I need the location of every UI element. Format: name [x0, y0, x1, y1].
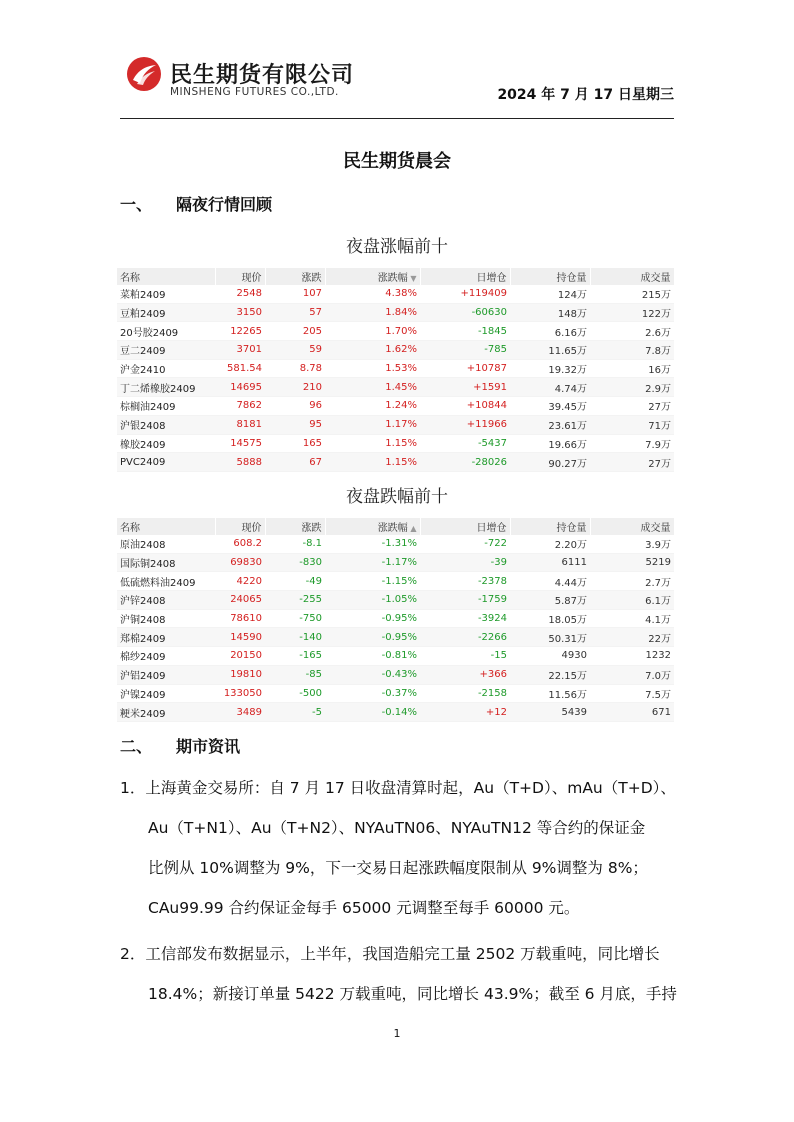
column-header[interactable]: 涨跌幅 ▼	[325, 268, 420, 285]
cell-volume: 2.9万	[590, 378, 674, 397]
table-row[interactable]	[117, 553, 674, 572]
cell-pct: -0.95%	[325, 609, 420, 628]
cell-volume: 7.0万	[590, 665, 674, 684]
cell-change: -140	[265, 628, 325, 647]
cell-oi: 124万	[510, 285, 590, 303]
cell-change: -255	[265, 591, 325, 610]
column-header[interactable]: 成交量	[590, 518, 674, 535]
cell-name: 郑棉2409	[117, 628, 215, 647]
cell-name: 棉纱2409	[117, 647, 215, 666]
cell-price: 12265	[215, 322, 265, 341]
page-number: 1	[393, 1027, 401, 1040]
cell-volume: 5219	[590, 553, 674, 572]
column-header[interactable]: 涨跌幅 ▲	[325, 518, 420, 535]
cell-name: 沪锌2408	[117, 591, 215, 610]
logo-english-name: MINSHENG FUTURES CO.,LTD.	[170, 86, 339, 98]
cell-oi: 148万	[510, 303, 590, 322]
cell-oi-change: -2266	[420, 628, 510, 647]
gainers-table-title: 夜盘涨幅前十	[346, 237, 448, 257]
cell-oi: 11.56万	[510, 684, 590, 703]
cell-change: 57	[265, 303, 325, 322]
cell-pct: -1.15%	[325, 572, 420, 591]
cell-oi: 6.16万	[510, 322, 590, 341]
losers-table	[117, 518, 675, 722]
news-line: 2．工信部发布数据显示，上半年，我国造船完工量 2502 万载重吨，同比增长	[120, 945, 660, 963]
cell-price: 14695	[215, 378, 265, 397]
table-row[interactable]	[117, 434, 674, 453]
column-header[interactable]: 现价	[215, 518, 265, 535]
section-number: 一、	[120, 195, 153, 214]
cell-name: 沪镍2409	[117, 684, 215, 703]
cell-name: 低硫燃料油2409	[117, 572, 215, 591]
cell-pct: 1.70%	[325, 322, 420, 341]
table-header-row	[117, 268, 674, 285]
cell-pct: 1.17%	[325, 415, 420, 434]
column-header[interactable]: 名称	[117, 268, 215, 285]
cell-oi-change: +10787	[420, 359, 510, 378]
cell-oi: 22.15万	[510, 665, 590, 684]
cell-price: 581.54	[215, 359, 265, 378]
cell-pct: -1.05%	[325, 591, 420, 610]
cell-oi: 2.20万	[510, 535, 590, 553]
cell-pct: -0.43%	[325, 665, 420, 684]
company-logo	[126, 56, 426, 106]
cell-volume: 215万	[590, 285, 674, 303]
cell-change: 95	[265, 415, 325, 434]
cell-pct: -0.14%	[325, 703, 420, 722]
column-header[interactable]: 涨跌	[265, 518, 325, 535]
cell-pct: -1.31%	[325, 535, 420, 553]
cell-oi: 6111	[510, 553, 590, 572]
cell-pct: 1.84%	[325, 303, 420, 322]
table-row[interactable]	[117, 453, 674, 472]
cell-oi-change: +119409	[420, 285, 510, 303]
cell-oi: 19.66万	[510, 434, 590, 453]
cell-pct: 1.53%	[325, 359, 420, 378]
table-row[interactable]	[117, 378, 674, 397]
cell-volume: 6.1万	[590, 591, 674, 610]
cell-change: 107	[265, 285, 325, 303]
cell-oi-change: -39	[420, 553, 510, 572]
cell-oi-change: -60630	[420, 303, 510, 322]
section-heading-news	[120, 734, 240, 757]
cell-volume: 3.9万	[590, 535, 674, 553]
cell-price: 69830	[215, 553, 265, 572]
cell-oi-change: -28026	[420, 453, 510, 472]
cell-oi: 19.32万	[510, 359, 590, 378]
cell-pct: 4.38%	[325, 285, 420, 303]
cell-price: 20150	[215, 647, 265, 666]
cell-oi-change: -785	[420, 341, 510, 360]
cell-oi-change: -15	[420, 647, 510, 666]
cell-name: 豆二2409	[117, 341, 215, 360]
sort-arrow-icon[interactable]: ▲	[407, 524, 417, 533]
cell-oi: 4.74万	[510, 378, 590, 397]
cell-volume: 27万	[590, 397, 674, 416]
column-header[interactable]: 持仓量	[510, 268, 590, 285]
cell-pct: 1.45%	[325, 378, 420, 397]
cell-name: 沪铝2409	[117, 665, 215, 684]
cell-price: 7862	[215, 397, 265, 416]
section-number: 二、	[120, 737, 153, 756]
table-row[interactable]	[117, 285, 674, 303]
cell-name: 豆粕2409	[117, 303, 215, 322]
cell-oi: 23.61万	[510, 415, 590, 434]
cell-name: 菜粕2409	[117, 285, 215, 303]
cell-price: 133050	[215, 684, 265, 703]
table-row[interactable]	[117, 415, 674, 434]
document-title: 民生期货晨会	[343, 151, 451, 172]
cell-oi-change: +10844	[420, 397, 510, 416]
cell-price: 3701	[215, 341, 265, 360]
cell-volume: 7.9万	[590, 434, 674, 453]
news-item	[120, 768, 680, 928]
cell-name: 20号胶2409	[117, 322, 215, 341]
cell-change: -750	[265, 609, 325, 628]
column-header[interactable]: 现价	[215, 268, 265, 285]
table-header-row	[117, 518, 674, 535]
section-title: 隔夜行情回顾	[176, 195, 273, 214]
cell-oi: 5.87万	[510, 591, 590, 610]
cell-change: 67	[265, 453, 325, 472]
cell-price: 24065	[215, 591, 265, 610]
cell-price: 8181	[215, 415, 265, 434]
column-header[interactable]: 日增仓	[420, 268, 510, 285]
cell-volume: 671	[590, 703, 674, 722]
cell-name: 橡胶2409	[117, 434, 215, 453]
news-item	[120, 934, 680, 1014]
cell-volume: 4.1万	[590, 609, 674, 628]
column-header[interactable]: 成交量	[590, 268, 674, 285]
cell-volume: 27万	[590, 453, 674, 472]
table-row[interactable]	[117, 684, 674, 703]
cell-pct: 1.62%	[325, 341, 420, 360]
cell-price: 14575	[215, 434, 265, 453]
cell-pct: -1.17%	[325, 553, 420, 572]
section-title: 期市资讯	[176, 737, 241, 756]
table-row[interactable]	[117, 322, 674, 341]
table-row[interactable]	[117, 359, 674, 378]
cell-price: 4220	[215, 572, 265, 591]
cell-oi-change: +366	[420, 665, 510, 684]
cell-price: 78610	[215, 609, 265, 628]
cell-price: 3150	[215, 303, 265, 322]
column-header[interactable]: 日增仓	[420, 518, 510, 535]
cell-pct: 1.15%	[325, 434, 420, 453]
section-heading-overnight	[120, 192, 272, 215]
losers-table-title: 夜盘跌幅前十	[346, 487, 448, 507]
cell-change: 165	[265, 434, 325, 453]
cell-volume: 1232	[590, 647, 674, 666]
cell-change: 59	[265, 341, 325, 360]
cell-oi: 50.31万	[510, 628, 590, 647]
news-line: 比例从 10%调整为 9%，下一交易日起涨跌幅度限制从 9%调整为 8%；	[148, 859, 648, 877]
cell-change: 8.78	[265, 359, 325, 378]
column-header[interactable]: 名称	[117, 518, 215, 535]
table-row[interactable]	[117, 341, 674, 360]
table-row[interactable]	[117, 665, 674, 684]
cell-oi: 18.05万	[510, 609, 590, 628]
cell-oi-change: -3924	[420, 609, 510, 628]
cell-change: -500	[265, 684, 325, 703]
cell-oi-change: -1759	[420, 591, 510, 610]
cell-name: 丁二烯橡胶2409	[117, 378, 215, 397]
cell-oi-change: -2158	[420, 684, 510, 703]
cell-price: 2548	[215, 285, 265, 303]
cell-pct: -0.37%	[325, 684, 420, 703]
cell-price: 3489	[215, 703, 265, 722]
cell-price: 608.2	[215, 535, 265, 553]
cell-change: -49	[265, 572, 325, 591]
column-header[interactable]: 涨跌	[265, 268, 325, 285]
cell-price: 19810	[215, 665, 265, 684]
cell-volume: 16万	[590, 359, 674, 378]
cell-pct: 1.15%	[325, 453, 420, 472]
cell-change: 96	[265, 397, 325, 416]
cell-oi-change: -5437	[420, 434, 510, 453]
cell-name: 沪金2410	[117, 359, 215, 378]
header-date: 2024 年 7 月 17 日星期三	[497, 87, 674, 103]
cell-oi: 5439	[510, 703, 590, 722]
cell-change: -165	[265, 647, 325, 666]
news-line: Au（T+N1）、Au（T+N2）、NYAuTN06、NYAuTN12 等合约的保证金	[148, 819, 646, 837]
cell-change: -8.1	[265, 535, 325, 553]
table-row[interactable]	[117, 647, 674, 666]
cell-change: -5	[265, 703, 325, 722]
cell-oi: 90.27万	[510, 453, 590, 472]
cell-oi-change: +11966	[420, 415, 510, 434]
cell-volume: 71万	[590, 415, 674, 434]
cell-change: 210	[265, 378, 325, 397]
cell-volume: 122万	[590, 303, 674, 322]
cell-change: 205	[265, 322, 325, 341]
table-row[interactable]	[117, 572, 674, 591]
table-row[interactable]	[117, 591, 674, 610]
cell-name: 原油2408	[117, 535, 215, 553]
table-row[interactable]	[117, 397, 674, 416]
cell-oi-change: -722	[420, 535, 510, 553]
cell-name: 沪银2408	[117, 415, 215, 434]
sort-arrow-icon[interactable]: ▼	[407, 274, 417, 283]
table-row[interactable]	[117, 628, 674, 647]
cell-oi-change: +12	[420, 703, 510, 722]
news-line: CAu99.99 合约保证金每手 65000 元调整至每手 60000 元。	[148, 899, 580, 917]
cell-volume: 7.8万	[590, 341, 674, 360]
table-row[interactable]	[117, 703, 674, 722]
news-line: 1．上海黄金交易所：自 7 月 17 日收盘清算时起，Au（T+D）、mAu（T+D）、	[120, 779, 676, 797]
company-logo-icon	[126, 56, 162, 92]
cell-oi: 39.45万	[510, 397, 590, 416]
cell-change: -85	[265, 665, 325, 684]
table-row[interactable]	[117, 303, 674, 322]
news-list	[120, 768, 680, 1014]
table-row[interactable]	[117, 609, 674, 628]
header-divider	[120, 118, 674, 119]
gainers-table	[117, 268, 675, 472]
cell-volume: 2.7万	[590, 572, 674, 591]
cell-name: 国际铜2408	[117, 553, 215, 572]
cell-price: 14590	[215, 628, 265, 647]
news-line: 18.4%；新接订单量 5422 万载重吨，同比增长 43.9%；截至 6 月底，手持	[148, 985, 677, 1003]
cell-pct: -0.81%	[325, 647, 420, 666]
cell-pct: 1.24%	[325, 397, 420, 416]
cell-name: PVC2409	[117, 453, 215, 472]
cell-pct: -0.95%	[325, 628, 420, 647]
cell-volume: 7.5万	[590, 684, 674, 703]
cell-oi-change: -2378	[420, 572, 510, 591]
cell-change: -830	[265, 553, 325, 572]
cell-oi-change: +1591	[420, 378, 510, 397]
cell-oi: 4930	[510, 647, 590, 666]
logo-chinese-name: 民生期货有限公司	[170, 63, 355, 88]
cell-volume: 2.6万	[590, 322, 674, 341]
cell-oi-change: -1845	[420, 322, 510, 341]
cell-name: 沪铜2408	[117, 609, 215, 628]
cell-oi: 11.65万	[510, 341, 590, 360]
page-header	[120, 50, 674, 118]
cell-name: 棕榈油2409	[117, 397, 215, 416]
cell-price: 5888	[215, 453, 265, 472]
table-row[interactable]	[117, 535, 674, 553]
column-header[interactable]: 持仓量	[510, 518, 590, 535]
cell-name: 粳米2409	[117, 703, 215, 722]
cell-oi: 4.44万	[510, 572, 590, 591]
cell-volume: 22万	[590, 628, 674, 647]
